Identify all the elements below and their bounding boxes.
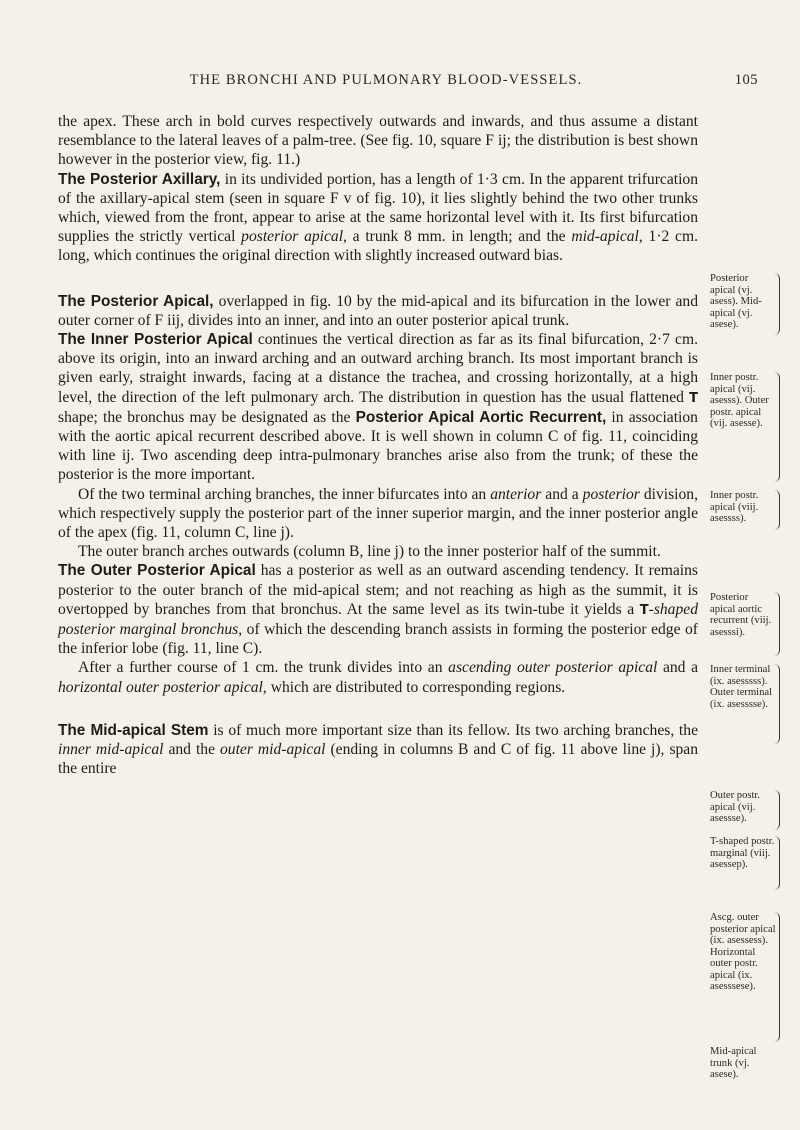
paragraph-terminal-branches (58, 485, 698, 543)
text-run: , of which the descending branch assists in forming the posterior edge of the inferior lobe (fig. 11, line C). (58, 621, 698, 658)
body-text (58, 112, 698, 779)
text-run: Of the two terminal arching branches, the inner bifurcates into an (78, 485, 491, 503)
heading-aortic-recurrent: Posterior Apical Aortic Recurrent, (355, 408, 607, 426)
brace-mark (772, 836, 780, 890)
italic-term: -shaped posterior marginal bronchus (58, 600, 698, 639)
running-title: THE BRONCHI AND PULMONARY BLOOD-VESSELS. (189, 72, 583, 88)
heading-mid-apical-stem: The Mid-apical Stem (58, 721, 209, 739)
margin-note-text: T-shaped postr. marginal (viij. asessep). (710, 836, 775, 870)
margin-note-ascending-horizontal (710, 912, 788, 1042)
t-shape-glyph: T (689, 390, 698, 406)
brace-mark (772, 273, 780, 335)
italic-term: posterior (582, 485, 640, 503)
paragraph-mid-apical-stem (58, 721, 698, 779)
brace-mark (772, 490, 780, 530)
italic-term: mid-apical (571, 228, 639, 246)
text-run: shape; the bronchus may be designated as the (58, 408, 356, 426)
italic-term: outer mid-apical (220, 741, 326, 759)
t-shape-glyph: T (639, 602, 649, 618)
brace-mark (772, 664, 780, 744)
paragraph-posterior-axillary (58, 170, 698, 266)
text-run: , which are distributed to corresponding regions. (262, 678, 566, 696)
text-run: , a trunk 8 mm. in length; and the (343, 228, 572, 246)
text-run: in association with the aortic apical recurrent described above. It is well shown in column C of fig. 11, coinciding with line ij. Two ascending deep intra-pulmonary branches arise also from the trunk; of these the posterior is the more important. (58, 408, 698, 484)
margin-note-t-shaped (710, 836, 788, 890)
text-run: overlapped in fig. 10 by the mid-apical and its bifurcation in the lower and outer corner of F iij, divides into an inner, and into an outer posterior apical trunk. (58, 292, 698, 329)
heading-inner-posterior-apical: The Inner Posterior Apical (58, 331, 253, 349)
brace-mark (772, 790, 780, 830)
text-run: (ending in columns B and C of fig. 11 above line j), span the entire (58, 741, 699, 778)
margin-note-text: Outer postr. apical (vij. asessse). (710, 790, 761, 824)
heading-posterior-apical: The Posterior Apical, (58, 292, 214, 310)
italic-term: ascending outer posterior apical (448, 659, 658, 677)
text-run: division, which respectively supply the posterior part of the inner superior margin, and the inner posterior angle of the apex (fig. 11, column C, line j). (58, 485, 698, 542)
paragraph-posterior-apical (58, 292, 698, 330)
paragraph-outer-branch: The outer branch arches outwards (column B, line j) to the inner posterior half of the summit. (78, 543, 661, 561)
text-run: , 1·2 cm. long, which continues the original direction with slightly increased outward bias. (58, 228, 698, 265)
margin-note-posterior-apical (710, 372, 788, 482)
text-run: continues the vertical direction as far as its final bifurcation, 2·7 cm. above its origin, into an inward arching and an outward arching branch. Its most important branch is given early, straight inwards, facing at a distance the trachea, and crossing horizontally, at a high level, the direction of the left pulmonary arch. The distribution in question has the usual flattened (58, 331, 698, 406)
margin-note-posterior-axillary (710, 273, 788, 335)
heading-outer-posterior-apical: The Outer Posterior Apical (58, 562, 256, 580)
margin-note-text: Inner postr. apical (vij. asesss). Outer postr. apical (vij. asesse). (710, 372, 769, 429)
brace-mark (772, 592, 780, 656)
margin-note-terminal (710, 664, 788, 744)
italic-term: horizontal outer posterior apical (58, 678, 263, 696)
margin-note-text: Mid-apical trunk (vj. asese). (710, 1046, 757, 1080)
paragraph-further-course (58, 658, 698, 696)
brace-mark (772, 912, 780, 1042)
paragraph-inner-posterior-apical (58, 330, 698, 485)
text-run: and a (541, 485, 583, 503)
heading-posterior-axillary: The Posterior Axillary, (58, 170, 221, 188)
italic-term: anterior (490, 485, 542, 503)
margin-note-text: Ascg. outer posterior apical (ix. asessess). Horizontal outer postr. apical (ix. asesssese). (710, 912, 776, 992)
italic-term: inner mid-apical (58, 741, 164, 759)
text-run: and a (657, 659, 699, 677)
text-run: After a further course of 1 cm. the trunk divides into an (78, 659, 449, 677)
margin-note-text: Posterior apical aortic recurrent (viij. asesssi). (710, 592, 772, 638)
margin-note-aortic-recurrent (710, 592, 788, 656)
paragraph-outer-posterior-apical (58, 561, 698, 658)
italic-term: posterior apical (241, 228, 344, 246)
margin-note-text: Posterior apical (vj. asess). Mid-apical (vj. asese). (710, 273, 762, 330)
margin-note-inner-posterior-apical (710, 490, 788, 530)
text-run: has a posterior as well as an outward ascending tendency. It remains posterior to the outer branch of the mid-apical stem; and not reaching as high as the summit, it is overtopped by branches from that bronchus. At the same level as its twin-tube it yields a (58, 562, 698, 618)
text-run: is of much more important size than its fellow. Its two arching branches, the (208, 721, 698, 739)
margin-note-text: Inner terminal (ix. asesssss). Outer terminal (ix. asesssse). (710, 664, 773, 710)
text-run: and the (163, 741, 220, 759)
text-run: in its undivided portion, has a length of 1·3 cm. In the apparent trifurcation of the axillary-apical stem (seen in square F v of fig. 10), it lies slightly behind the two other trunks which, viewed from the front, appear to arise at the same horizontal level with it. Its first bifurcation supplies the strictly vertical (58, 170, 698, 246)
margin-note-mid-apical (710, 1046, 788, 1082)
paragraph-1: the apex. These arch in bold curves respectively outwards and inwards, and thus assume a distant resemblance to the lateral leaves of a palm-tree. (See fig. 10, square F ij; the distribution is best shown however in the posterior view, fig. 11.) (58, 113, 698, 169)
page-number: 105 (734, 72, 758, 88)
brace-mark (772, 372, 780, 482)
margin-note-text: Inner postr. apical (viij. asessss). (710, 490, 759, 524)
margin-note-outer-posterior-apical (710, 790, 788, 830)
